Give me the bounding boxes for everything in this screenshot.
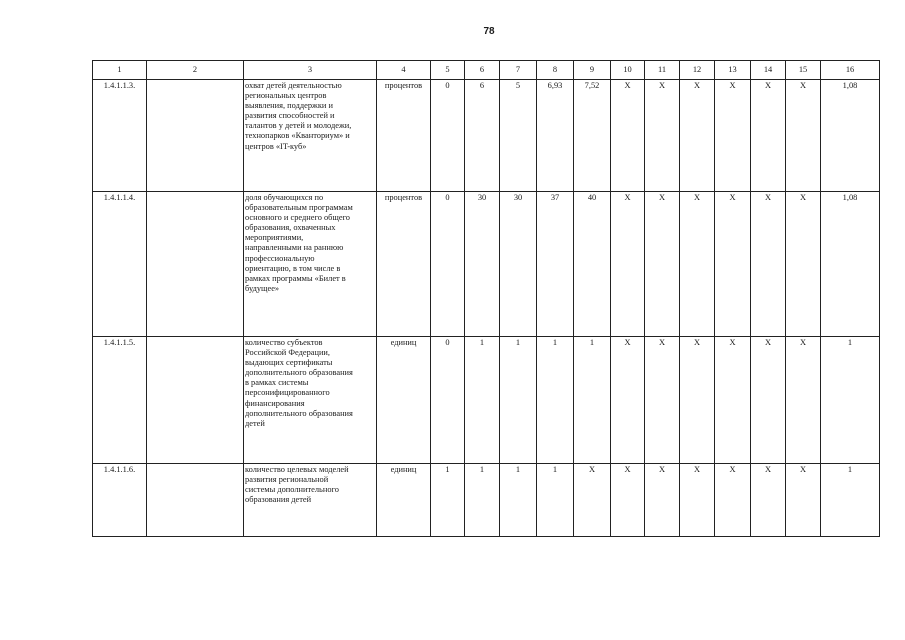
- indicator-code: 1.4.1.1.3.: [93, 80, 147, 192]
- table-row: [93, 80, 880, 192]
- value-cell: 1,08: [821, 192, 880, 337]
- value-cell: Х: [715, 80, 751, 192]
- value-cell: Х: [574, 464, 611, 537]
- value-cell: 40: [574, 192, 611, 337]
- value-cell: 0: [431, 192, 465, 337]
- empty-cell: [147, 464, 244, 537]
- indicator-description: количество целевых моделей развития региональной системы дополнительного образования детей: [244, 464, 377, 537]
- value-cell: Х: [751, 464, 786, 537]
- value-cell: 1,08: [821, 80, 880, 192]
- column-header: 7: [500, 61, 537, 80]
- value-cell: 1: [537, 337, 574, 464]
- value-cell: 1: [500, 337, 537, 464]
- value-cell: 37: [537, 192, 574, 337]
- column-header: 14: [751, 61, 786, 80]
- column-header: 16: [821, 61, 880, 80]
- value-cell: 1: [821, 464, 880, 537]
- value-cell: 0: [431, 337, 465, 464]
- value-cell: 1: [500, 464, 537, 537]
- column-header: 11: [645, 61, 680, 80]
- value-cell: 7,52: [574, 80, 611, 192]
- table-row: [93, 464, 880, 537]
- value-cell: Х: [786, 80, 821, 192]
- value-cell: Х: [645, 80, 680, 192]
- indicator-unit: единиц: [377, 464, 431, 537]
- value-cell: 30: [500, 192, 537, 337]
- value-cell: 6: [465, 80, 500, 192]
- value-cell: 1: [431, 464, 465, 537]
- value-cell: 5: [500, 80, 537, 192]
- value-cell: Х: [611, 337, 645, 464]
- empty-cell: [147, 337, 244, 464]
- value-cell: Х: [645, 192, 680, 337]
- indicator-unit: процентов: [377, 80, 431, 192]
- indicator-description: доля обучающихся по образовательным программам основного и среднего общего образования, охваченных мероприятиями, направленными на раннюю профессиональную ориентацию, в том числе в рамках программы «Билет в будущее»: [244, 192, 377, 337]
- value-cell: Х: [680, 464, 715, 537]
- value-cell: Х: [715, 464, 751, 537]
- value-cell: Х: [786, 464, 821, 537]
- value-cell: Х: [715, 337, 751, 464]
- value-cell: Х: [645, 337, 680, 464]
- page-number: 78: [483, 26, 495, 37]
- value-cell: Х: [680, 80, 715, 192]
- value-cell: Х: [715, 192, 751, 337]
- column-header: 13: [715, 61, 751, 80]
- value-cell: 1: [574, 337, 611, 464]
- column-header: 5: [431, 61, 465, 80]
- indicators-table: [92, 60, 880, 537]
- empty-cell: [147, 192, 244, 337]
- value-cell: 0: [431, 80, 465, 192]
- empty-cell: [147, 80, 244, 192]
- value-cell: 1: [821, 337, 880, 464]
- column-header: 8: [537, 61, 574, 80]
- header-row: [93, 61, 880, 80]
- table-row: [93, 192, 880, 337]
- value-cell: Х: [645, 464, 680, 537]
- value-cell: 1: [465, 464, 500, 537]
- column-header: 15: [786, 61, 821, 80]
- value-cell: Х: [786, 192, 821, 337]
- column-header: 4: [377, 61, 431, 80]
- value-cell: Х: [786, 337, 821, 464]
- value-cell: Х: [611, 80, 645, 192]
- column-header: 10: [611, 61, 645, 80]
- indicator-unit: процентов: [377, 192, 431, 337]
- table-row: [93, 337, 880, 464]
- indicator-unit: единиц: [377, 337, 431, 464]
- value-cell: 1: [537, 464, 574, 537]
- indicator-description: количество субъектов Российской Федерации, выдающих сертификаты дополнительного образования в рамках системы персонифицированного финансирования дополнительного образования детей: [244, 337, 377, 464]
- value-cell: 30: [465, 192, 500, 337]
- column-header: 2: [147, 61, 244, 80]
- indicator-code: 1.4.1.1.4.: [93, 192, 147, 337]
- value-cell: Х: [611, 192, 645, 337]
- column-header: 12: [680, 61, 715, 80]
- value-cell: Х: [751, 80, 786, 192]
- indicator-code: 1.4.1.1.5.: [93, 337, 147, 464]
- value-cell: 6,93: [537, 80, 574, 192]
- column-header: 9: [574, 61, 611, 80]
- value-cell: Х: [751, 192, 786, 337]
- column-header: 3: [244, 61, 377, 80]
- indicator-code: 1.4.1.1.6.: [93, 464, 147, 537]
- value-cell: Х: [680, 337, 715, 464]
- value-cell: 1: [465, 337, 500, 464]
- indicator-description: охват детей деятельностью региональных центров выявления, поддержки и развития способностей и талантов у детей и молодежи, технопарков «Кванториум» и центров «IT-куб»: [244, 80, 377, 192]
- value-cell: Х: [751, 337, 786, 464]
- column-header: 1: [93, 61, 147, 80]
- column-header: 6: [465, 61, 500, 80]
- value-cell: Х: [611, 464, 645, 537]
- value-cell: Х: [680, 192, 715, 337]
